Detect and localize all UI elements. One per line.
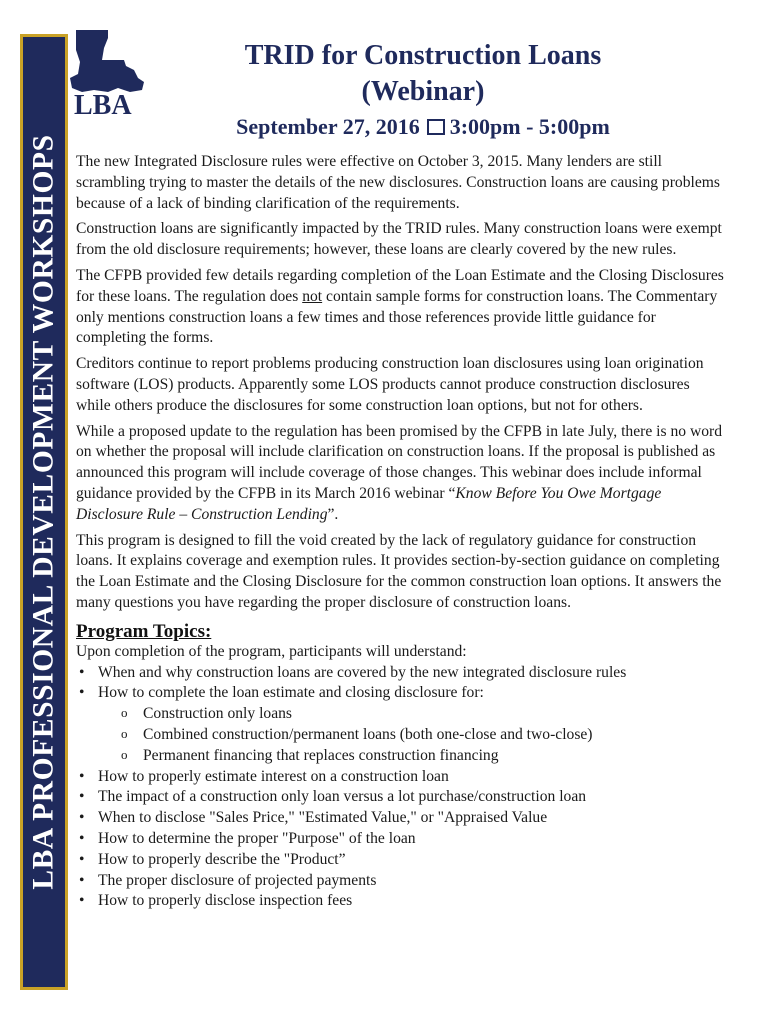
title-line-1: TRID for Construction Loans: [244, 40, 602, 71]
logo-text: LBA: [74, 90, 132, 121]
louisiana-state-icon: [64, 26, 148, 96]
paragraph-3: [76, 266, 728, 349]
paragraph-3-part-b: contain sample forms for construction loans. The Commentary only mentions construction loans a few times and those references provide little guidance for completing the forms.: [76, 287, 718, 347]
topic-item: • How to determine the proper "Purpose" of the loan: [76, 829, 728, 850]
topic-item: • How to properly disclose inspection fees: [76, 891, 728, 912]
event-time: 3:00pm - 5:00pm: [449, 114, 610, 139]
document-body: [76, 152, 728, 912]
subtopic-item: o Construction only loans: [121, 704, 728, 725]
sidebar-banner: [20, 34, 68, 990]
topics-heading: Program Topics:: [76, 620, 212, 642]
paragraph-6: This program is designed to fill the void created by the lack of regulatory guidance for construction loans. It explains coverage and exemption rules. It provides section-by-section guidance on completing the Loan Estimate and the Closing Disclosure for the common construction loan options. It answers the many questions you have regarding the proper disclosure of construction loans.: [76, 531, 722, 611]
page-title: [170, 38, 676, 110]
topic-item-text: How to complete the loan estimate and closing disclosure for:: [98, 684, 484, 702]
paragraph-5: [76, 422, 728, 526]
topic-item: • When and why construction loans are covered by the new integrated disclosure rules: [76, 663, 728, 684]
title-line-2: (Webinar): [361, 76, 485, 107]
paragraph-1: The new Integrated Disclosure rules were effective on October 3, 2015. Many lenders are still scrambling trying to master the details of the new disclosures. Construction loans are causing problems because of a lack of binding clarification of the requirements.: [76, 153, 720, 212]
paragraph-3-part-a: The CFPB provided few details regarding completion of the Loan Estimate and the Closing Disclosures for these loans. The regulation does: [76, 266, 724, 305]
subtopic-item: o Combined construction/permanent loans (both one-close and two-close): [121, 725, 728, 746]
topic-item: • The proper disclosure of projected payments: [76, 871, 728, 892]
paragraph-5-part-a: While a proposed update to the regulation has been promised by the CFPB in late July, there is no word on whether the proposal will include clarification on construction loans. If the proposal is published as announced this program will include coverage of those changes. This webinar does include informal guidance provided by the CFPB in its March 2016 webinar “: [76, 422, 722, 502]
sidebar-title: LBA PROFESSIONAL DEVELOPMENT WORKSHOPS: [27, 134, 60, 890]
paragraph-5-part-b: ”.: [327, 505, 339, 523]
topic-item: • The impact of a construction only loan versus a lot purchase/construction loan: [76, 787, 728, 808]
topic-item: • How to properly describe the "Product”: [76, 850, 728, 871]
event-date-time: [150, 113, 696, 141]
topics-sublist: [76, 704, 728, 766]
paragraph-2: Construction loans are significantly impacted by the TRID rules. Many construction loans were exempt from the old disclosure requirements; however, these loans are clearly covered by the new rules.: [76, 220, 722, 259]
topics-intro: Upon completion of the program, participants will understand:: [76, 642, 467, 660]
topic-item: • How to properly estimate interest on a construction loan: [76, 767, 728, 788]
topics-list-continued: [76, 767, 728, 913]
topic-item: • When to disclose "Sales Price," "Estimated Value," or "Appraised Value: [76, 808, 728, 829]
topic-item: [76, 683, 728, 704]
subtopic-item: o Permanent financing that replaces construction financing: [121, 746, 728, 767]
paragraph-4: Creditors continue to report problems producing construction loan disclosures using loan origination software (LOS) products. Apparently some LOS products cannot produce construction disclosures while others produce the disclosures for some construction loan options, but not for others.: [76, 355, 704, 414]
event-date: September 27, 2016: [236, 114, 420, 139]
paragraph-5-webinar-title: Know Before You Owe Mortgage Disclosure Rule – Construction Lending: [76, 484, 662, 523]
calendar-box-icon: [427, 119, 445, 135]
lba-logo: [64, 26, 148, 121]
topics-list: [76, 663, 728, 705]
paragraph-3-emphasis: not: [302, 287, 323, 305]
